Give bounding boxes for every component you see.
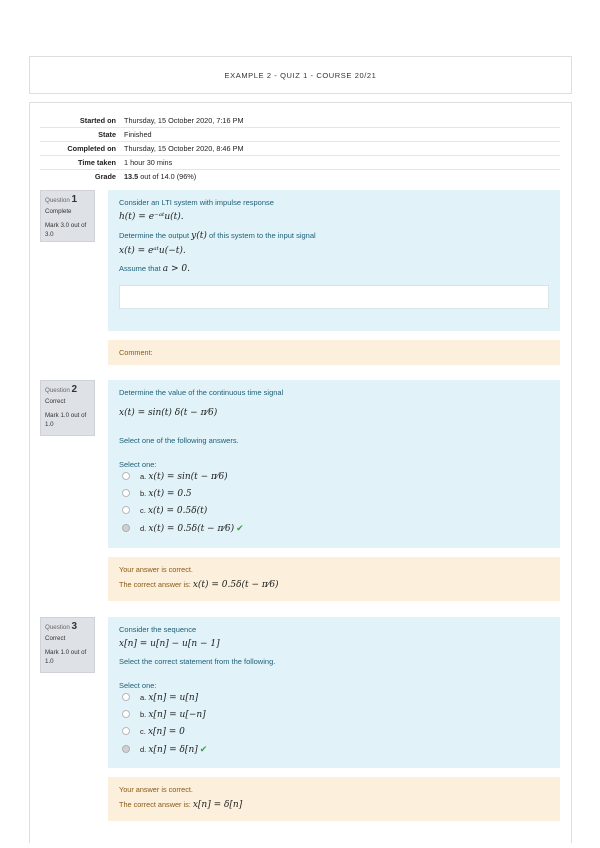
- question-content-1: [108, 190, 560, 331]
- summary-value: Thursday, 15 October 2020, 8:46 PM: [124, 144, 244, 153]
- question-content-3: [108, 617, 560, 768]
- question-text: Consider the sequence: [119, 625, 197, 634]
- question-number: Question 1: [45, 194, 78, 205]
- grade-score: 13.5: [124, 172, 139, 181]
- summary-value: [124, 170, 196, 183]
- answer-option-b[interactable]: b. x[n] = u[−n]: [122, 710, 206, 720]
- summary-label: Grade: [94, 172, 116, 181]
- radio-icon[interactable]: [122, 472, 130, 480]
- radio-icon[interactable]: [122, 693, 130, 701]
- answer-option-d[interactable]: d. x[n] = δ[n] ✔: [122, 744, 207, 755]
- page-header: [29, 56, 572, 94]
- summary-label: Time taken: [78, 158, 116, 167]
- page-title: EXAMPLE 2 - QUIZ 1 - COURSE 20/21: [224, 71, 377, 80]
- question-text: Determine the output y(t) of this system to the input signal: [119, 231, 316, 241]
- feedback-text: Your answer is correct.: [119, 565, 193, 574]
- feedback-text: Your answer is correct.: [119, 785, 193, 794]
- radio-icon[interactable]: [122, 710, 130, 718]
- answer-option-d[interactable]: d. x(t) = 0.5δ(t − π⁄6) ✔: [122, 523, 244, 534]
- summary-label: Started on: [79, 116, 116, 125]
- input-signal-equation: x(t) = eᵃᵗu(−t).: [119, 246, 186, 256]
- radio-icon[interactable]: [122, 745, 130, 753]
- answer-textbox[interactable]: [119, 285, 549, 309]
- answer-option-c[interactable]: c. x(t) = 0.5δ(t): [122, 506, 207, 516]
- comment-label: Comment:: [119, 348, 153, 357]
- answer-option-b[interactable]: b. x(t) = 0.5: [122, 489, 192, 499]
- feedback-box-2: [108, 557, 560, 601]
- impulse-response-equation: h(t) = e⁻ᵃᵗu(t).: [119, 212, 184, 222]
- select-one-label: Select one:: [119, 460, 157, 469]
- question-mark: Mark 1.0 out of 1.0: [45, 649, 87, 665]
- summary-row-completed: [40, 142, 560, 156]
- question-text: Select one of the following answers.: [119, 436, 239, 445]
- feedback-box-3: [108, 777, 560, 821]
- radio-icon[interactable]: [122, 727, 130, 735]
- grade-detail: out of 14.0 (96%): [140, 172, 197, 181]
- question-text: Consider an LTI system with impulse response: [119, 198, 274, 207]
- question-state: Correct: [45, 398, 66, 405]
- question-info-1: [40, 190, 95, 242]
- radio-icon[interactable]: [122, 524, 130, 532]
- attempt-summary-table: [40, 114, 560, 183]
- question-info-2: [40, 380, 95, 436]
- radio-icon[interactable]: [122, 506, 130, 514]
- question-number: Question 3: [45, 621, 78, 632]
- select-one-label: Select one:: [119, 681, 157, 690]
- correct-answer-text: The correct answer is: x(t) = 0.5δ(t − π⁄6): [119, 580, 279, 590]
- summary-row-grade: [40, 170, 560, 183]
- question-info-3: [40, 617, 95, 673]
- question-number: Question 2: [45, 384, 78, 395]
- question-mark: Mark 1.0 out of 1.0: [45, 412, 87, 428]
- summary-label: State: [98, 130, 116, 139]
- summary-label: Completed on: [67, 144, 116, 153]
- summary-value: Finished: [124, 130, 152, 139]
- radio-icon[interactable]: [122, 489, 130, 497]
- summary-row-time-taken: [40, 156, 560, 170]
- question-text: Assume that a > 0.: [119, 264, 190, 274]
- answer-option-a[interactable]: a. x(t) = sin(t − π⁄6): [122, 472, 228, 482]
- question-text: Determine the value of the continuous time signal: [119, 388, 284, 397]
- summary-value: 1 hour 30 mins: [124, 158, 173, 167]
- summary-row-started: [40, 114, 560, 128]
- summary-value: Thursday, 15 October 2020, 7:16 PM: [124, 116, 244, 125]
- summary-row-state: [40, 128, 560, 142]
- sequence-equation: x[n] = u[n] − u[n − 1]: [119, 639, 220, 649]
- question-mark: Mark 3.0 out of 3.0: [45, 222, 87, 238]
- comment-box-1: [108, 340, 560, 365]
- question-text: Select the correct statement from the following.: [119, 657, 276, 666]
- check-icon: ✔: [236, 523, 244, 533]
- correct-answer-text: The correct answer is: x[n] = δ[n]: [119, 800, 243, 810]
- answer-option-c[interactable]: c. x[n] = 0: [122, 727, 185, 737]
- question-state: Complete: [45, 208, 72, 215]
- signal-equation: x(t) = sin(t) δ(t − π⁄6): [119, 408, 218, 418]
- question-content-2: [108, 380, 560, 548]
- answer-option-a[interactable]: a. x[n] = u[n]: [122, 693, 198, 703]
- question-state: Correct: [45, 635, 66, 642]
- check-icon: ✔: [199, 744, 208, 754]
